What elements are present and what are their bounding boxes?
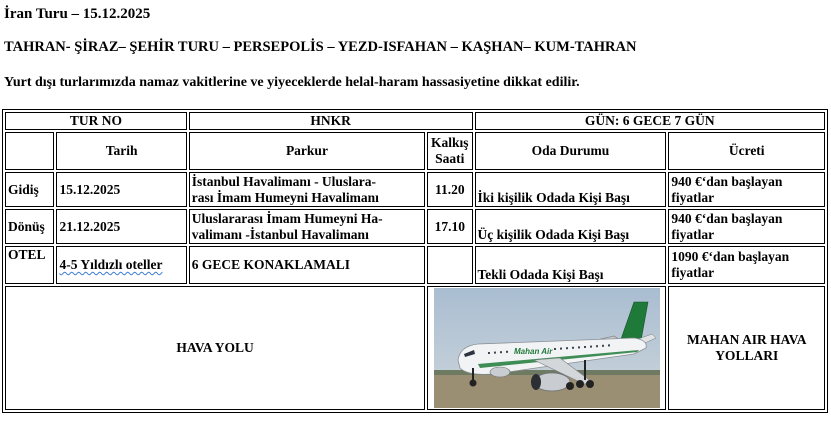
tour-table [2,109,828,413]
parkur-cell [189,172,425,207]
kalkis-header-line1: Kalkış [431,135,469,150]
airline-name-label: MAHAN AIR HAVA YOLLARI [668,286,825,410]
kalkis-header [427,132,472,170]
parkur-cell: 6 GECE KONAKLAMALI [189,246,425,284]
oda-cell: İki kişilik Odada Kişi Başı [475,172,667,207]
page-title: İran Turu – 15.12.2025 [4,6,151,22]
gun-header: GÜN: 6 GECE 7 GÜN [475,112,825,130]
table-row [5,112,825,130]
kalkis-header-line2: Saati [435,151,465,166]
saat-cell: 11.20 [427,172,472,207]
engine-intake [531,374,541,390]
parkur-line2: valimanı -İstanbul Havalimanı [191,226,369,242]
table-row [5,246,825,284]
ucret-line1: 1090 €‘dan başlayan [671,249,790,264]
ucret-cell [668,209,825,244]
oda-cell: Tekli Odada Kişi Başı [475,246,667,284]
saat-cell: 17.10 [427,209,472,244]
ucret-line1: 940 €‘dan başlayan [671,173,783,189]
tarih-cell: 21.12.2025 [56,209,186,244]
table-row [5,132,825,170]
parkur-line2: rası İmam Humeyni Havalimanı [191,189,379,205]
row-label: OTEL [5,246,54,284]
hnkr-header: HNKR [189,112,473,130]
ucret-line1: 940 €‘dan başlayan [671,210,783,226]
oda-header: Oda Durumu [475,132,667,170]
tarih-cell [56,246,186,284]
tarih-header: Tarih [56,132,186,170]
tour-notice: Yurt dışı turlarımızda namaz vakitlerine ve yiyeceklerde helal-haram hassasiyetine dikkat edilir. [4,75,580,90]
tur-no-header: TUR NO [5,112,187,130]
ucret-cell [668,172,825,207]
ucret-line2: fiyatlar [671,265,715,280]
parkur-header: Parkur [189,132,425,170]
parkur-line1: İstanbul Havalimanı - Uluslara- [191,173,376,189]
oda-cell: Üç kişilik Odada Kişi Başı [475,209,667,244]
tarih-cell: 15.12.2025 [56,172,186,207]
row-label: Dönüş [5,209,54,244]
parkur-cell [189,209,425,244]
far-engine [490,367,510,377]
tarih-text: 4-5 Yıldızlı oteller [59,257,163,272]
airline-livery-text: Mahan Air [513,347,553,356]
ucret-line2: fiyatlar [671,226,715,242]
saat-cell [427,246,472,284]
airplane-image-cell [427,286,666,410]
ucret-line2: fiyatlar [671,189,715,205]
empty-cell [5,132,54,170]
ucret-cell [668,246,825,284]
parkur-line1: Uluslararası İmam Humeyni Ha- [191,210,383,226]
table-row [5,209,825,244]
hava-yolu-label: HAVA YOLU [5,286,425,410]
tour-route: TAHRAN- ŞİRAZ– ŞEHİR TURU – PERSEPOLİS – YEZD-ISFAHAN – KAŞHAN– KUM-TAHRAN [4,39,637,55]
ucret-header: Ücreti [668,132,825,170]
row-label: Gidiş [5,172,54,207]
table-row [5,286,825,410]
airplane-image [434,288,660,408]
table-row [5,172,825,207]
